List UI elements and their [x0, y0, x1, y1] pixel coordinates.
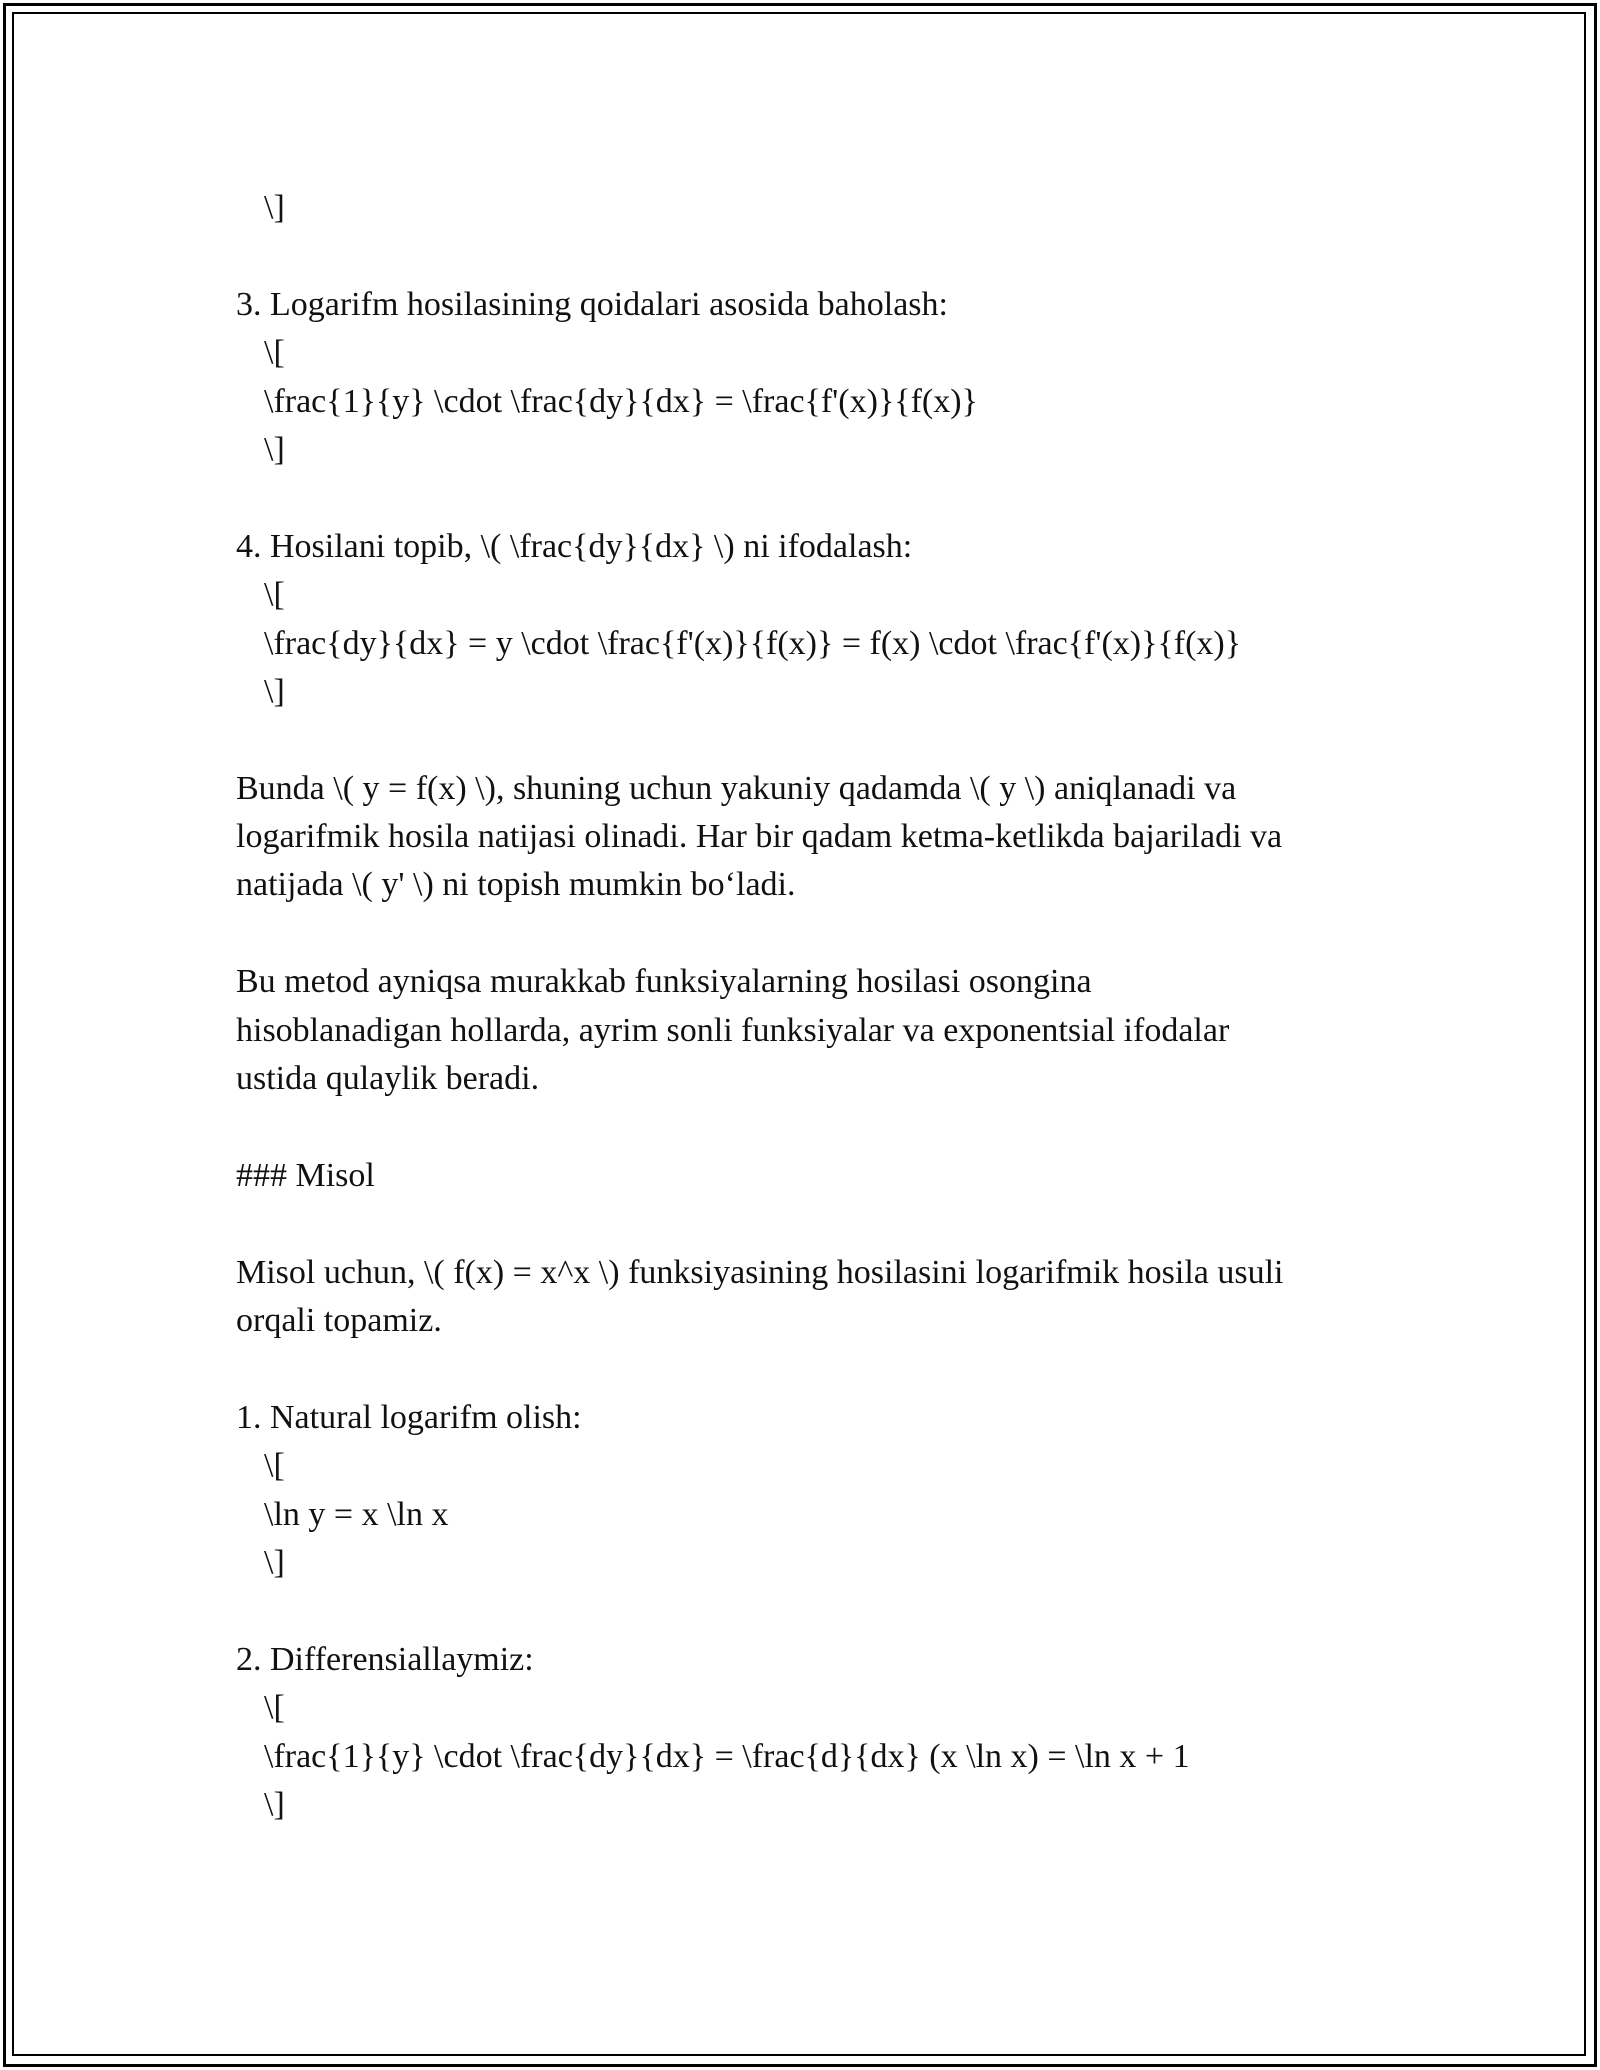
step-3-formula: \frac{1}{y} \cdot \frac{dy}{dx} = \frac{f'(x)}{f(x)}: [264, 382, 978, 420]
math-block-close: \]: [264, 672, 285, 710]
example-step-2-heading: 2. Differensiallaymiz:: [236, 1640, 534, 1678]
section-heading-misol: ### Misol: [236, 1156, 375, 1194]
math-block-open: \[: [264, 334, 285, 372]
paragraph-1-line-2: logarifmik hosila natijasi olinadi. Har bir qadam ketma-ketlikda bajariladi va: [236, 818, 1283, 856]
math-block-open: \[: [264, 576, 285, 614]
paragraph-1-line-1: Bunda \( y = f(x) \), shuning uchun yakuniy qadamda \( y \) aniqlanadi va: [236, 769, 1237, 807]
step-4-heading: 4. Hosilani topib, \( \frac{dy}{dx} \) ni ifodalash:: [236, 527, 913, 565]
example-step-1-formula: \ln y = x \ln x: [264, 1495, 449, 1533]
step-4-formula: \frac{dy}{dx} = y \cdot \frac{f'(x)}{f(x)} = f(x) \cdot \frac{f'(x)}{f(x)}: [264, 624, 1242, 662]
example-step-1-heading: 1. Natural logarifm olish:: [236, 1398, 582, 1436]
paragraph-2-line-2: hisoblanadigan hollarda, ayrim sonli funksiyalar va exponentsial ifodalar: [236, 1011, 1230, 1049]
paragraph-2-line-1: Bu metod ayniqsa murakkab funksiyalarning hosilasi osongina: [236, 963, 1092, 1001]
math-block-close: \]: [264, 1785, 285, 1823]
math-block-close: \]: [264, 1543, 285, 1581]
example-step-2-formula: \frac{1}{y} \cdot \frac{dy}{dx} = \frac{d}{dx} (x \ln x) = \ln x + 1: [264, 1737, 1190, 1775]
paragraph-2-line-3: ustida qulaylik beradi.: [236, 1060, 540, 1098]
math-block-close: \]: [264, 430, 285, 468]
document-body: [236, 184, 1386, 1829]
math-block-open: \[: [264, 1689, 285, 1727]
step-3-heading: 3. Logarifm hosilasining qoidalari asosida baholash:: [236, 285, 948, 323]
paragraph-3-line-1: Misol uchun, \( f(x) = x^x \) funksiyasining hosilasini logarifmik hosila usuli: [236, 1253, 1284, 1291]
math-block-open: \[: [264, 1447, 285, 1485]
math-block-close: \]: [264, 189, 285, 226]
paragraph-1-line-3: natijada \( y' \) ni topish mumkin bo‘ladi.: [236, 866, 796, 904]
paragraph-3-line-2: orqali topamiz.: [236, 1301, 442, 1339]
